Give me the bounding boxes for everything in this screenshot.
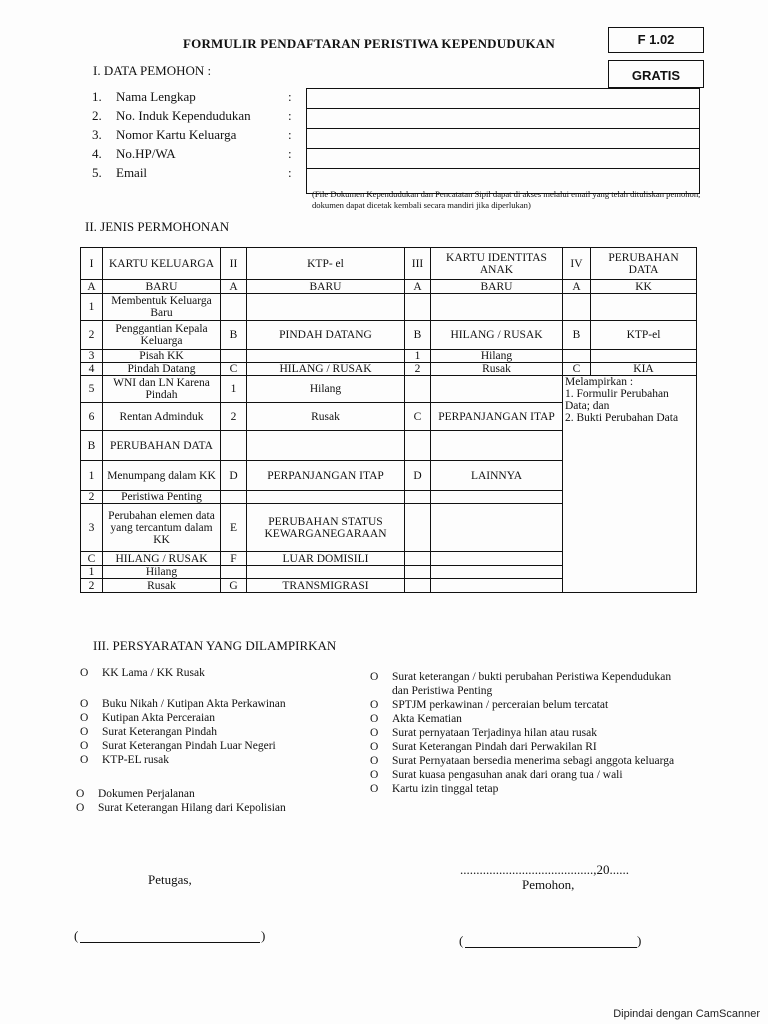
- requirements-right-list: [370, 670, 680, 796]
- table-cell: 3: [81, 504, 103, 552]
- list-item[interactable]: [80, 697, 340, 711]
- table-cell: 4: [81, 363, 103, 376]
- table-cell: [247, 566, 405, 579]
- table-cell: [405, 431, 431, 461]
- scanner-watermark: Dipindai dengan CamScanner: [613, 1008, 760, 1020]
- table-cell: Peristiwa Penting: [103, 491, 221, 504]
- field-colon: :: [288, 127, 292, 142]
- table-cell: C: [405, 403, 431, 431]
- section-2-heading: II. JENIS PERMOHONAN: [85, 219, 230, 234]
- table-cell: LUAR DOMISILI: [247, 552, 405, 566]
- table-cell: Hilang: [247, 376, 405, 403]
- checkbox-icon[interactable]: O: [76, 802, 85, 814]
- table-cell: PERUBAHAN DATA: [591, 248, 697, 280]
- table-cell: [405, 294, 431, 321]
- table-cell: PERUBAHAN DATA: [103, 431, 221, 461]
- applicant-signature-close: ): [637, 933, 642, 948]
- requirements-left-list: [76, 666, 340, 815]
- table-cell: Menumpang dalam KK: [103, 461, 221, 491]
- table-cell: IV: [563, 248, 591, 280]
- field-number: 3.: [92, 127, 102, 142]
- table-cell: [221, 294, 247, 321]
- table-row: [81, 280, 697, 294]
- table-cell: [221, 350, 247, 363]
- list-item[interactable]: [370, 754, 680, 768]
- table-cell: [431, 491, 563, 504]
- table-cell: 1: [81, 566, 103, 579]
- table-cell: KK: [591, 280, 697, 294]
- checkbox-icon[interactable]: O: [370, 783, 379, 795]
- field-number: 5.: [92, 165, 102, 180]
- attachment-item: 1. Formulir Perubahan Data; dan: [565, 388, 669, 412]
- list-item[interactable]: [370, 782, 680, 796]
- date-line[interactable]: .........................................,20......: [460, 862, 629, 877]
- input-line: [307, 148, 699, 149]
- table-cell: 3: [81, 350, 103, 363]
- table-row: [81, 363, 697, 376]
- checkbox-icon[interactable]: O: [370, 769, 379, 781]
- table-cell: [591, 350, 697, 363]
- table-cell: BARU: [247, 280, 405, 294]
- table-cell: 1: [81, 461, 103, 491]
- table-cell: C: [221, 363, 247, 376]
- table-cell: 1: [405, 350, 431, 363]
- field-label: No.HP/WA: [116, 146, 176, 161]
- checkbox-icon[interactable]: O: [80, 667, 89, 679]
- field-colon: :: [288, 146, 292, 161]
- table-cell: KTP- el: [247, 248, 405, 280]
- table-cell: 2: [81, 321, 103, 350]
- attachment-item: 2. Bukti Perubahan Data: [565, 412, 679, 424]
- table-cell: [563, 350, 591, 363]
- table-cell: WNI dan LN Karena Pindah: [103, 376, 221, 403]
- field-colon: :: [288, 108, 292, 123]
- table-cell: 2: [81, 579, 103, 593]
- officer-signature-open: (: [74, 928, 79, 943]
- table-cell: B: [81, 431, 103, 461]
- table-cell: C: [81, 552, 103, 566]
- table-cell: [563, 552, 697, 566]
- table-cell: Rentan Adminduk: [103, 403, 221, 431]
- field-number: 2.: [92, 108, 102, 123]
- list-item-label: Surat keterangan / bukti perubahan Peristiwa Kependudukan dan Peristiwa Penting: [392, 671, 672, 697]
- checkbox-icon[interactable]: O: [80, 712, 89, 724]
- section-3-heading: III. PERSYARATAN YANG DILAMPIRKAN: [93, 638, 337, 653]
- table-cell: [405, 491, 431, 504]
- table-cell: PINDAH DATANG: [247, 321, 405, 350]
- list-item[interactable]: [76, 787, 340, 801]
- table-cell: [247, 294, 405, 321]
- field-number: 1.: [92, 89, 102, 104]
- table-cell: [405, 504, 431, 552]
- checkbox-icon[interactable]: O: [370, 727, 379, 739]
- table-row: [81, 294, 697, 321]
- applicant-data-input-box[interactable]: [306, 88, 700, 194]
- list-item-label: Dokumen Perjalanan: [98, 788, 195, 800]
- table-cell: [247, 431, 405, 461]
- list-item-label: Surat kuasa pengasuhan anak dari orang tua / wali: [392, 769, 623, 781]
- field-label: No. Induk Kependudukan: [116, 108, 251, 123]
- table-cell: Membentuk Keluarga Baru: [103, 294, 221, 321]
- table-cell: BARU: [103, 280, 221, 294]
- table-cell: D: [405, 461, 431, 491]
- list-item[interactable]: [370, 740, 680, 754]
- table-cell: [563, 579, 697, 593]
- table-cell: [431, 552, 563, 566]
- table-cell: C: [563, 363, 591, 376]
- list-item-label: KK Lama / KK Rusak: [102, 667, 205, 679]
- table-cell: KARTU KELUARGA: [103, 248, 221, 280]
- list-item-label: Surat Pernyataan bersedia menerima sebagi anggota keluarga: [392, 755, 675, 767]
- list-item[interactable]: [370, 726, 680, 740]
- table-row: [81, 504, 697, 552]
- checkbox-icon[interactable]: O: [80, 698, 89, 710]
- list-item[interactable]: [80, 725, 340, 739]
- table-cell: [405, 376, 431, 403]
- table-cell: A: [221, 280, 247, 294]
- list-item-label: KTP-EL rusak: [102, 754, 169, 766]
- input-line: [307, 108, 699, 109]
- table-cell: A: [563, 280, 591, 294]
- applicant-label: Pemohon,: [522, 877, 575, 892]
- list-item-label: Surat Keterangan Pindah: [102, 726, 217, 738]
- attachment-note-cell: [563, 376, 697, 504]
- list-item[interactable]: [370, 712, 680, 726]
- table-cell: [431, 566, 563, 579]
- list-item-label: Surat Keterangan Pindah Luar Negeri: [102, 740, 276, 752]
- table-cell: [563, 294, 591, 321]
- checkbox-icon[interactable]: O: [80, 726, 89, 738]
- table-row: [81, 350, 697, 363]
- table-row: [81, 566, 697, 579]
- field-colon: :: [288, 89, 292, 104]
- table-cell: Pisah KK: [103, 350, 221, 363]
- table-cell: [247, 491, 405, 504]
- table-cell: [431, 504, 563, 552]
- table-cell: [221, 566, 247, 579]
- table-cell: 2: [405, 363, 431, 376]
- table-cell: 1: [221, 376, 247, 403]
- table-cell: KTP-el: [591, 321, 697, 350]
- list-item[interactable]: [80, 711, 340, 725]
- table-cell: HILANG / RUSAK: [103, 552, 221, 566]
- table-row: [81, 579, 697, 593]
- table-cell: B: [221, 321, 247, 350]
- table-cell: 2: [221, 403, 247, 431]
- checkbox-icon[interactable]: O: [370, 699, 379, 711]
- field-label: Nama Lengkap: [116, 89, 196, 104]
- table-cell: A: [81, 280, 103, 294]
- table-row: [81, 376, 697, 403]
- list-item-label: Akta Kematian: [392, 713, 462, 725]
- checkbox-icon[interactable]: O: [80, 754, 89, 766]
- table-cell: [405, 552, 431, 566]
- table-cell: KIA: [591, 363, 697, 376]
- table-cell: Rusak: [103, 579, 221, 593]
- list-item-label: Kutipan Akta Perceraian: [102, 712, 216, 724]
- officer-signature-close: ): [261, 928, 266, 943]
- table-cell: 1: [81, 294, 103, 321]
- list-item-label: SPTJM perkawinan / perceraian belum tercatat: [392, 699, 609, 711]
- table-cell: B: [563, 321, 591, 350]
- table-cell: [247, 350, 405, 363]
- request-type-table: [80, 247, 697, 593]
- table-cell: [405, 566, 431, 579]
- form-title: FORMULIR PENDAFTARAN PERISTIWA KEPENDUDUKAN: [183, 36, 556, 51]
- table-cell: KARTU IDENTITAS ANAK: [431, 248, 563, 280]
- applicant-signature-open: (: [459, 933, 464, 948]
- table-cell: Hilang: [103, 566, 221, 579]
- input-line: [307, 128, 699, 129]
- checkbox-icon[interactable]: O: [370, 671, 379, 683]
- list-item[interactable]: [370, 698, 680, 712]
- table-cell: [431, 431, 563, 461]
- table-cell: 2: [81, 491, 103, 504]
- list-item-label: Buku Nikah / Kutipan Akta Perkawinan: [102, 698, 286, 710]
- table-cell: HILANG / RUSAK: [431, 321, 563, 350]
- table-cell: 5: [81, 376, 103, 403]
- table-cell: D: [221, 461, 247, 491]
- table-cell: [221, 491, 247, 504]
- table-cell: B: [405, 321, 431, 350]
- table-cell: [431, 376, 563, 403]
- table-cell: PERUBAHAN STATUS KEWARGANEGARAAN: [247, 504, 405, 552]
- form-code-badge: F 1.02: [608, 27, 704, 53]
- table-cell: [405, 579, 431, 593]
- officer-label: Petugas,: [148, 872, 192, 887]
- table-cell: G: [221, 579, 247, 593]
- table-cell: E: [221, 504, 247, 552]
- table-cell: [563, 504, 697, 552]
- list-item[interactable]: [370, 768, 680, 782]
- list-item[interactable]: [370, 670, 680, 698]
- table-cell: [431, 294, 563, 321]
- table-cell: Perubahan elemen data yang tercantum dalam KK: [103, 504, 221, 552]
- table-row: [81, 248, 697, 280]
- table-cell: BARU: [431, 280, 563, 294]
- checkbox-icon[interactable]: O: [370, 755, 379, 767]
- table-cell: HILANG / RUSAK: [247, 363, 405, 376]
- table-cell: [431, 579, 563, 593]
- table-cell: Pindah Datang: [103, 363, 221, 376]
- table-cell: II: [221, 248, 247, 280]
- table-cell: [221, 431, 247, 461]
- list-item-label: Surat Keterangan Hilang dari Kepolisian: [98, 802, 286, 814]
- officer-signature-line[interactable]: [80, 932, 260, 943]
- list-item[interactable]: [80, 753, 340, 767]
- checkbox-icon[interactable]: O: [370, 713, 379, 725]
- list-item[interactable]: [76, 801, 340, 815]
- attachment-heading: Melampirkan :: [565, 376, 634, 388]
- field-number: 4.: [92, 146, 102, 161]
- table-row: [81, 552, 697, 566]
- price-badge: GRATIS: [608, 60, 704, 88]
- field-label: Nomor Kartu Keluarga: [116, 127, 237, 142]
- input-line: [307, 168, 699, 169]
- table-cell: [591, 294, 697, 321]
- table-cell: PERPANJANGAN ITAP: [247, 461, 405, 491]
- checkbox-icon[interactable]: O: [370, 741, 379, 753]
- list-item-label: Kartu izin tinggal tetap: [392, 783, 499, 795]
- table-cell: Rusak: [431, 363, 563, 376]
- table-cell: A: [405, 280, 431, 294]
- table-cell: F: [221, 552, 247, 566]
- list-item-label: Surat pernyataan Terjadinya hilan atau rusak: [392, 727, 597, 739]
- table-row: [81, 321, 697, 350]
- list-item[interactable]: [80, 666, 340, 680]
- table-cell: TRANSMIGRASI: [247, 579, 405, 593]
- field-colon: :: [288, 165, 292, 180]
- list-item-label: Surat Keterangan Pindah dari Perwakilan RI: [392, 741, 597, 753]
- checkbox-icon[interactable]: O: [80, 740, 89, 752]
- email-note: (File Dokumen Kependudukan dan Pencatatan Sipil dapat di akses melalui email yang telah dituliskan pemohon, dokumen dapat dicetak kembali secara mandiri jika diperlukan): [312, 189, 701, 210]
- table-cell: Rusak: [247, 403, 405, 431]
- list-item[interactable]: [80, 739, 340, 753]
- table-cell: LAINNYA: [431, 461, 563, 491]
- table-cell: III: [405, 248, 431, 280]
- table-cell: Hilang: [431, 350, 563, 363]
- table-cell: [563, 566, 697, 579]
- checkbox-icon[interactable]: O: [76, 788, 85, 800]
- field-label: Email: [116, 165, 148, 180]
- table-cell: 6: [81, 403, 103, 431]
- table-cell: I: [81, 248, 103, 280]
- table-cell: PERPANJANGAN ITAP: [431, 403, 563, 431]
- section-1-heading: I. DATA PEMOHON :: [93, 63, 212, 78]
- applicant-signature-line[interactable]: [465, 937, 637, 948]
- table-cell: Penggantian Kepala Keluarga: [103, 321, 221, 350]
